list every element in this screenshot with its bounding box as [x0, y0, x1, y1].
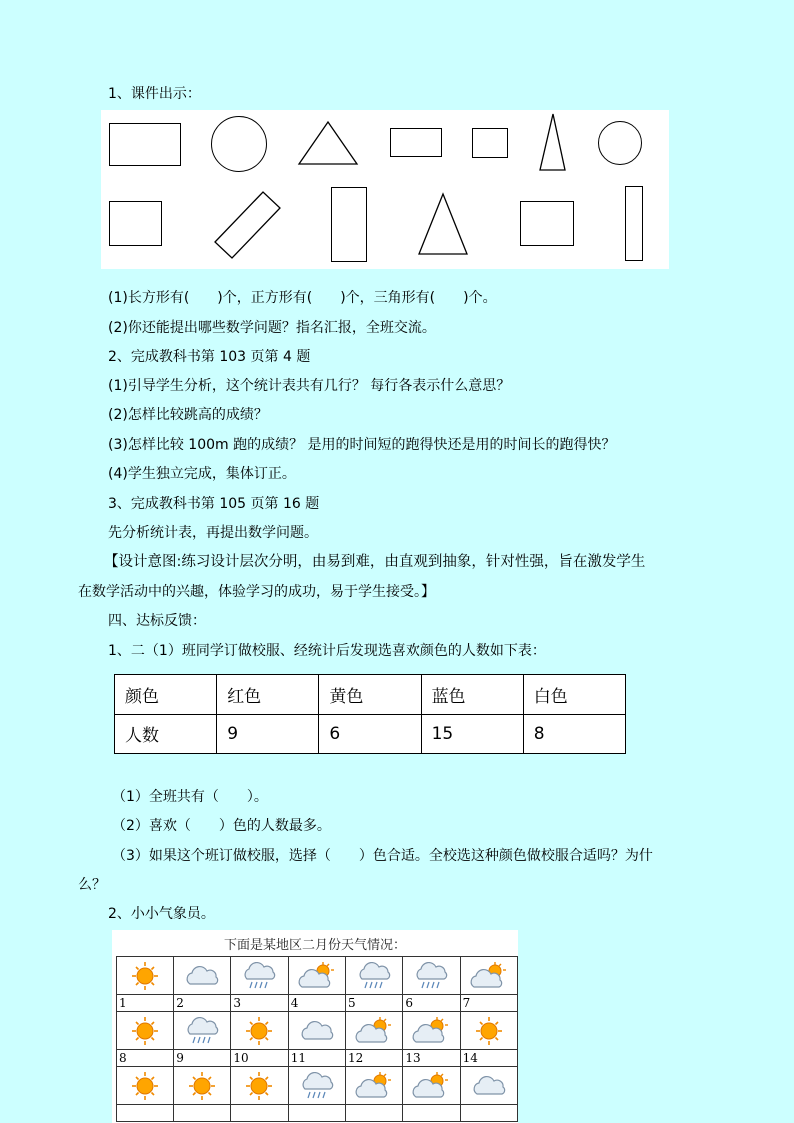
- cloud-icon: [297, 1017, 337, 1045]
- day-number: 1: [117, 995, 174, 1012]
- rain-icon: [182, 1017, 222, 1045]
- table-row: [115, 714, 626, 754]
- sun-icon: [469, 1017, 509, 1045]
- day-number: [174, 1105, 231, 1122]
- partly-cloudy-icon: [354, 1017, 394, 1045]
- section4-item-2: 2、小小气象员。: [108, 906, 215, 922]
- weather-cell: [288, 1012, 345, 1050]
- weather-cell: [288, 957, 345, 995]
- partly-cloudy-icon: [354, 1072, 394, 1100]
- partly-cloudy-icon: [411, 1017, 451, 1045]
- weather-cell: [460, 957, 517, 995]
- day-number: 2: [174, 995, 231, 1012]
- shapes-figure: [101, 110, 669, 269]
- weather-cell: [174, 957, 231, 995]
- partly-cloudy-icon: [297, 962, 337, 990]
- sun-icon: [239, 1017, 279, 1045]
- day-number: 14: [460, 1050, 517, 1067]
- section3-text: 先分析统计表，再提出数学问题。: [108, 525, 318, 541]
- weather-cell: [117, 1012, 174, 1050]
- triangle-shape: [417, 192, 469, 256]
- day-number: 3: [231, 995, 288, 1012]
- weather-cell: [403, 957, 460, 995]
- day-number: 7: [460, 995, 517, 1012]
- day-number: 11: [288, 1050, 345, 1067]
- section4-question-3: （3）如果这个班订做校服，选择（ ）色合适。全校选这种颜色做校服合适吗？为什: [112, 848, 653, 864]
- triangle-shape: [297, 120, 359, 166]
- weather-cell: [231, 1012, 288, 1050]
- rectangle-shape: [520, 201, 574, 246]
- design-intent-line-1: 【设计意图:练习设计层次分明，由易到难，由直观到抽象，针对性强，旨在激发学生: [104, 554, 646, 570]
- rectangle-shape: [625, 186, 643, 261]
- table-cell: 白色: [523, 675, 625, 715]
- weather-cell: [460, 1067, 517, 1105]
- cloud-icon: [182, 962, 222, 990]
- section2-question-2: (2)怎样比较跳高的成绩？: [108, 407, 268, 423]
- section2-heading: 2、完成教科书第 103 页第 4 题: [108, 349, 311, 365]
- weather-cell: [346, 1067, 403, 1105]
- table-cell: 颜色: [115, 675, 217, 715]
- sun-icon: [125, 962, 165, 990]
- square-shape: [109, 201, 162, 246]
- weather-day-row: [117, 1050, 518, 1067]
- table-cell: 8: [523, 714, 625, 754]
- table-cell: 红色: [217, 675, 319, 715]
- weather-cell: [288, 1067, 345, 1105]
- weather-title: 下面是某地区二月份天气情况：: [223, 938, 406, 953]
- weather-cell: [174, 1012, 231, 1050]
- day-number: 6: [403, 995, 460, 1012]
- table-cell: 9: [217, 714, 319, 754]
- day-number: [117, 1105, 174, 1122]
- section4-question-3-cont: 么？: [78, 877, 106, 893]
- sun-icon: [125, 1017, 165, 1045]
- rain-icon: [239, 962, 279, 990]
- sun-icon: [239, 1072, 279, 1100]
- weather-icon-row: [117, 957, 518, 995]
- weather-grid: [116, 956, 518, 1122]
- cloud-icon: [469, 1072, 509, 1100]
- rectangle-shape: [211, 186, 283, 260]
- table-cell: 黄色: [319, 675, 421, 715]
- sun-icon: [182, 1072, 222, 1100]
- day-number: 13: [403, 1050, 460, 1067]
- day-number: [231, 1105, 288, 1122]
- rain-icon: [354, 962, 394, 990]
- section4-question-1: （1）全班共有（ ）。: [112, 789, 268, 805]
- table-cell: 蓝色: [421, 675, 523, 715]
- weather-cell: [231, 957, 288, 995]
- weather-cell: [346, 957, 403, 995]
- day-number: 5: [346, 995, 403, 1012]
- weather-cell: [403, 1012, 460, 1050]
- partly-cloudy-icon: [469, 962, 509, 990]
- day-number: [460, 1105, 517, 1122]
- section3-heading: 3、完成教科书第 105 页第 16 题: [108, 496, 320, 512]
- section4-question-2: （2）喜欢（ ）色的人数最多。: [112, 818, 331, 834]
- rectangle-shape: [390, 128, 442, 157]
- day-number: [403, 1105, 460, 1122]
- section1-question-1: (1)长方形有( )个，正方形有( )个，三角形有( )个。: [108, 290, 497, 306]
- color-count-table: [114, 674, 626, 754]
- day-number: 4: [288, 995, 345, 1012]
- rain-icon: [411, 962, 451, 990]
- weather-cell: [117, 1067, 174, 1105]
- rectangle-shape: [109, 123, 181, 166]
- partly-cloudy-icon: [411, 1072, 451, 1100]
- day-number: 12: [346, 1050, 403, 1067]
- rain-icon: [297, 1072, 337, 1100]
- section4-heading: 四、达标反馈：: [108, 613, 206, 629]
- section2-question-1: (1)引导学生分析，这个统计表共有几行？ 每行各表示什么意思？: [108, 378, 511, 394]
- section1-heading: 1、课件出示：: [108, 86, 201, 102]
- table-cell: 人数: [115, 714, 217, 754]
- day-number: [346, 1105, 403, 1122]
- circle-shape: [211, 116, 267, 172]
- table-row: [115, 675, 626, 715]
- table-cell: 15: [421, 714, 523, 754]
- weather-cell: [346, 1012, 403, 1050]
- weather-cell: [174, 1067, 231, 1105]
- table-cell: 6: [319, 714, 421, 754]
- square-shape: [472, 128, 508, 158]
- weather-cell: [460, 1012, 517, 1050]
- weather-cell: [117, 957, 174, 995]
- weather-day-row: [117, 995, 518, 1012]
- day-number: 8: [117, 1050, 174, 1067]
- rectangle-shape: [331, 187, 367, 262]
- weather-cell: [231, 1067, 288, 1105]
- weather-chart: [112, 930, 518, 1123]
- day-number: [288, 1105, 345, 1122]
- day-number: 9: [174, 1050, 231, 1067]
- weather-cell: [403, 1067, 460, 1105]
- section1-question-2: (2)你还能提出哪些数学问题？指名汇报，全班交流。: [108, 320, 436, 336]
- day-number: 10: [231, 1050, 288, 1067]
- section2-question-4: (4)学生独立完成，集体订正。: [108, 466, 296, 482]
- circle-shape: [598, 121, 642, 165]
- weather-day-row: [117, 1105, 518, 1122]
- design-intent-line-2: 在数学活动中的兴趣，体验学习的成功，易于学生接受。】: [78, 584, 435, 600]
- section4-item-1: 1、二（1）班同学订做校服、经统计后发现选喜欢颜色的人数如下表：: [108, 643, 546, 659]
- triangle-shape: [538, 112, 568, 172]
- weather-icon-row: [117, 1067, 518, 1105]
- sun-icon: [125, 1072, 165, 1100]
- section2-question-3: (3)怎样比较 100m 跑的成绩？ 是用的时间短的跑得快还是用的时间长的跑得快？: [108, 437, 616, 453]
- weather-icon-row: [117, 1012, 518, 1050]
